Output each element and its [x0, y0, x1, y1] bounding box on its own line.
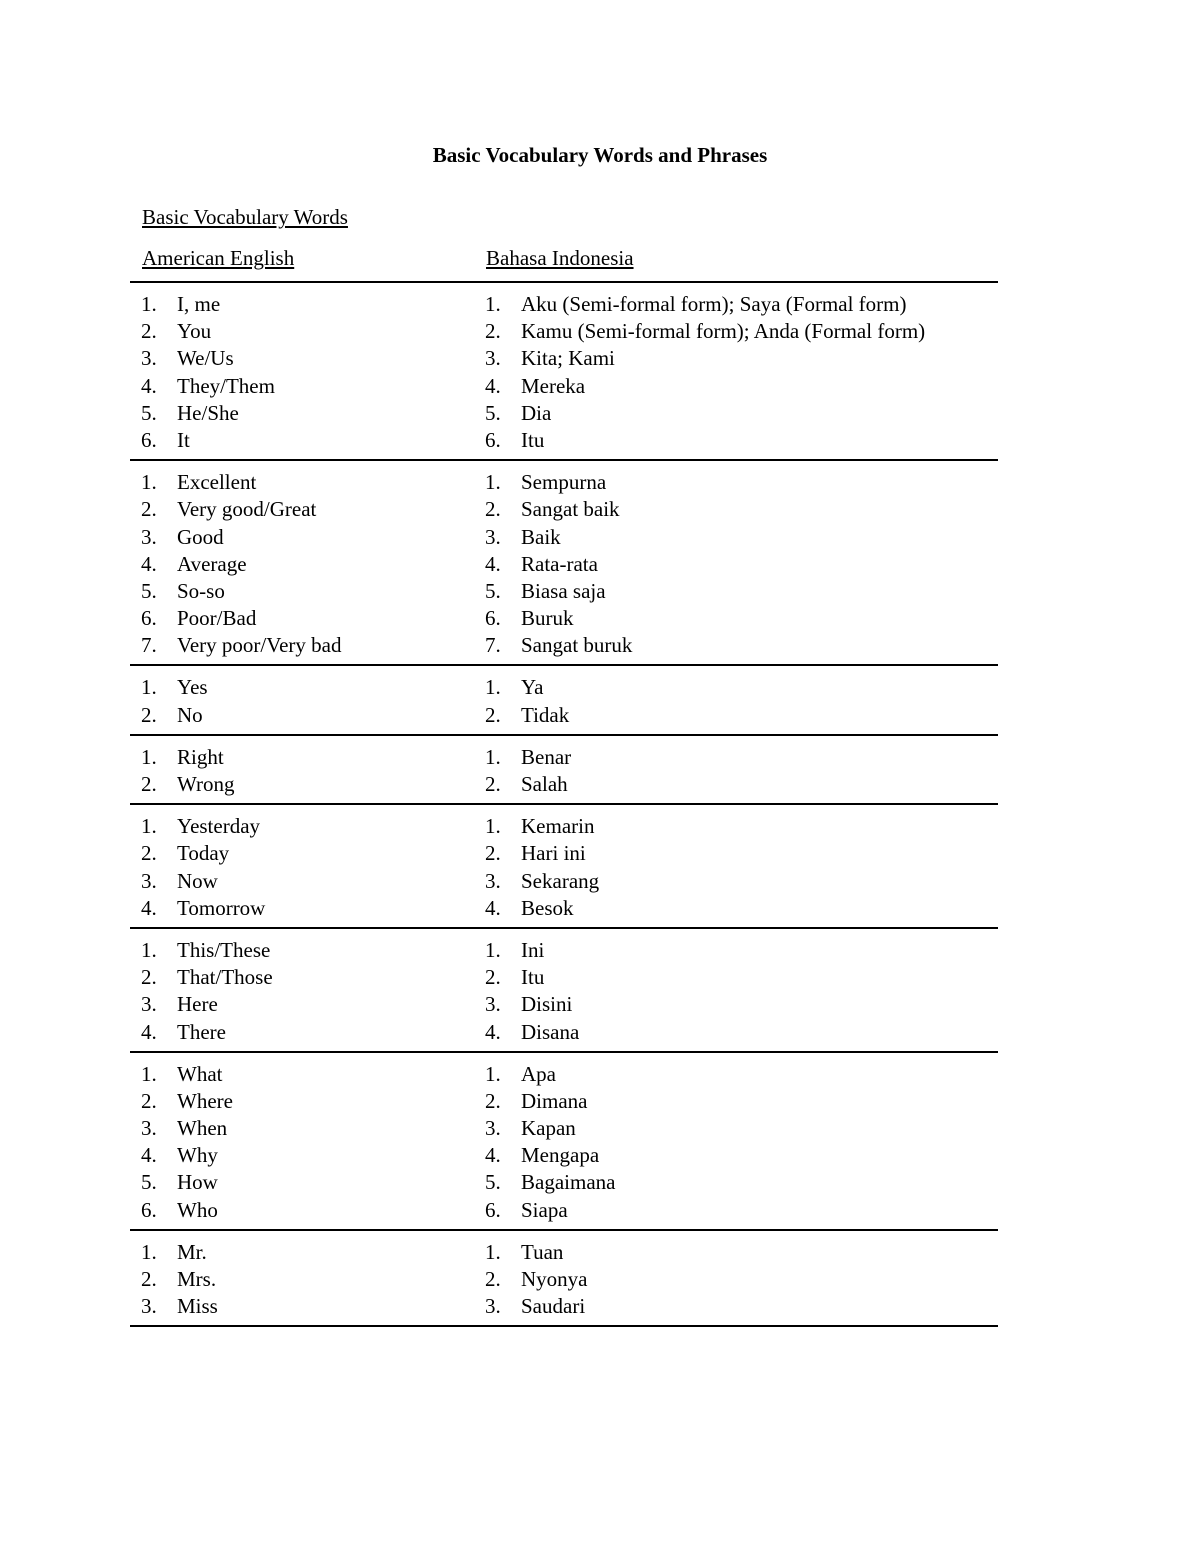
list-item: [130, 318, 474, 345]
item-number: 1.: [485, 675, 501, 700]
english-word: I, me: [177, 292, 221, 316]
item-number: 3.: [141, 868, 157, 893]
item-number: 1.: [485, 937, 501, 962]
english-word: Very good/Great: [177, 497, 317, 522]
english-word: Here: [177, 992, 218, 1017]
english-word-list: [130, 744, 474, 798]
list-item: [474, 1239, 998, 1266]
item-number: 1.: [141, 1239, 157, 1264]
item-number: 5.: [485, 1170, 501, 1195]
english-word: It: [177, 427, 190, 452]
item-number: 3.: [141, 1116, 157, 1141]
item-number: 4.: [141, 551, 157, 576]
list-item: [474, 674, 998, 701]
item-number: 1.: [485, 1061, 501, 1086]
item-number: 3.: [141, 1294, 157, 1319]
vocabulary-table: [130, 281, 998, 1327]
vocabulary-group: [130, 805, 998, 929]
list-item: [130, 496, 474, 523]
list-item: [130, 1088, 474, 1115]
list-item: [474, 1088, 998, 1115]
list-item: [130, 605, 474, 632]
item-number: 2.: [485, 702, 501, 727]
item-number: 1.: [485, 744, 501, 769]
indonesian-word: Kapan: [521, 1116, 576, 1141]
list-item: [474, 524, 998, 551]
english-word: So-so: [177, 578, 225, 603]
indonesian-word: Disini: [521, 992, 573, 1017]
item-number: 2.: [141, 702, 157, 727]
item-number: 6.: [485, 427, 501, 452]
english-word: You: [177, 319, 212, 344]
list-item: [130, 991, 474, 1018]
indonesian-word: Baik: [521, 524, 561, 549]
indonesian-word-list: [474, 291, 998, 454]
indonesian-word: Bagaimana: [521, 1170, 616, 1195]
english-word: We/Us: [177, 346, 234, 371]
indonesian-word: Mereka: [521, 373, 586, 398]
list-item: [130, 524, 474, 551]
item-number: 2.: [485, 841, 501, 866]
item-number: 4.: [485, 895, 501, 920]
indonesian-word: Siapa: [521, 1197, 568, 1222]
item-number: 2.: [141, 1267, 157, 1291]
english-word: Excellent: [177, 470, 257, 495]
item-number: 2.: [485, 772, 501, 796]
english-word: Where: [177, 1088, 233, 1113]
item-number: 1.: [141, 744, 157, 769]
list-item: [474, 345, 998, 372]
indonesian-word-list: [474, 937, 998, 1046]
english-word-list: [130, 469, 474, 659]
english-word: Average: [177, 551, 247, 576]
list-item: [474, 632, 998, 659]
english-word: He/She: [177, 400, 239, 425]
english-word: Good: [177, 524, 224, 549]
item-number: 2.: [485, 965, 501, 990]
list-item: [474, 469, 998, 496]
item-number: 6.: [485, 606, 501, 631]
item-number: 1.: [141, 937, 157, 962]
list-item: [474, 1061, 998, 1088]
item-number: 4.: [485, 551, 501, 576]
english-word: Poor/Bad: [177, 606, 257, 631]
english-word-list: [130, 813, 474, 922]
indonesian-word: Sangat buruk: [521, 633, 633, 658]
item-number: 4.: [485, 1019, 501, 1044]
english-word: This/These: [177, 937, 271, 962]
indonesian-word: Kita; Kami: [521, 346, 615, 371]
item-number: 2.: [485, 319, 501, 344]
item-number: 2.: [141, 319, 157, 344]
list-item: [474, 291, 998, 318]
indonesian-word: Kemarin: [521, 814, 595, 839]
list-item: [474, 1019, 998, 1046]
vocabulary-group: [130, 736, 998, 805]
item-number: 3.: [485, 1116, 501, 1141]
list-item: [130, 469, 474, 496]
list-item: [474, 813, 998, 840]
indonesian-word: Itu: [521, 965, 545, 990]
list-item: [474, 744, 998, 771]
english-word: That/Those: [177, 965, 273, 990]
list-item: [474, 964, 998, 991]
list-item: [474, 895, 998, 922]
item-number: 3.: [141, 524, 157, 549]
list-item: [474, 937, 998, 964]
indonesian-word: Sempurna: [521, 470, 607, 495]
indonesian-word: Sekarang: [521, 868, 600, 893]
english-word: Wrong: [177, 772, 235, 796]
indonesian-word: Saudari: [521, 1294, 586, 1319]
indonesian-word-list: [474, 744, 998, 798]
section-heading: Basic Vocabulary Words: [142, 205, 348, 229]
english-word: Why: [177, 1143, 218, 1168]
list-item: [130, 632, 474, 659]
list-item: [130, 702, 474, 729]
list-item: [474, 868, 998, 895]
list-item: [474, 1293, 998, 1320]
indonesian-word: Salah: [521, 772, 568, 796]
item-number: 2.: [485, 1088, 501, 1113]
list-item: [130, 937, 474, 964]
item-number: 1.: [485, 292, 501, 316]
indonesian-word: Kamu (Semi-formal form); Anda (Formal form): [521, 319, 926, 344]
english-word: Who: [177, 1197, 218, 1222]
english-word: Right: [177, 744, 224, 769]
item-number: 1.: [485, 470, 501, 495]
indonesian-word: Ini: [521, 937, 545, 962]
indonesian-word-list: [474, 1061, 998, 1224]
item-number: 5.: [485, 578, 501, 603]
item-number: 6.: [141, 606, 157, 631]
english-word: When: [177, 1116, 228, 1141]
indonesian-word: Ya: [521, 675, 544, 700]
indonesian-word: Hari ini: [521, 841, 586, 866]
indonesian-word: Disana: [521, 1019, 580, 1044]
item-number: 3.: [141, 992, 157, 1017]
indonesian-word: Dimana: [521, 1088, 588, 1113]
english-word: They/Them: [177, 373, 275, 398]
indonesian-word: Sangat baik: [521, 497, 620, 522]
english-word: Miss: [177, 1294, 218, 1319]
list-item: [130, 578, 474, 605]
item-number: 3.: [485, 992, 501, 1017]
indonesian-word: Apa: [521, 1061, 556, 1086]
item-number: 4.: [141, 1143, 157, 1168]
item-number: 6.: [485, 1197, 501, 1222]
list-item: [474, 702, 998, 729]
indonesian-word: Buruk: [521, 606, 574, 631]
indonesian-word: Aku (Semi-formal form); Saya (Formal form): [521, 292, 907, 316]
list-item: [130, 868, 474, 895]
item-number: 1.: [141, 470, 157, 495]
english-word-list: [130, 674, 474, 728]
indonesian-word: Tidak: [521, 702, 570, 727]
english-word: Mrs.: [177, 1267, 217, 1291]
list-item: [474, 400, 998, 427]
column-header-indonesian: Bahasa Indonesia: [486, 246, 634, 270]
list-item: [130, 291, 474, 318]
indonesian-word: Dia: [521, 400, 552, 425]
item-number: 2.: [485, 497, 501, 522]
list-item: [130, 400, 474, 427]
indonesian-word: Biasa saja: [521, 578, 606, 603]
list-item: [474, 551, 998, 578]
list-item: [130, 551, 474, 578]
list-item: [130, 1169, 474, 1196]
list-item: [474, 427, 998, 454]
english-word: What: [177, 1061, 223, 1086]
item-number: 6.: [141, 427, 157, 452]
list-item: [474, 318, 998, 345]
item-number: 4.: [141, 1019, 157, 1044]
item-number: 1.: [141, 675, 157, 700]
list-item: [474, 991, 998, 1018]
list-item: [130, 373, 474, 400]
list-item: [130, 1197, 474, 1224]
list-item: [130, 840, 474, 867]
english-word-list: [130, 1061, 474, 1224]
list-item: [130, 1142, 474, 1169]
english-word-list: [130, 937, 474, 1046]
list-item: [474, 771, 998, 798]
item-number: 4.: [141, 895, 157, 920]
vocabulary-group: [130, 1053, 998, 1231]
list-item: [474, 605, 998, 632]
english-word: Now: [177, 868, 218, 893]
indonesian-word-list: [474, 813, 998, 922]
indonesian-word: Rata-rata: [521, 551, 598, 576]
indonesian-word-list: [474, 1239, 998, 1321]
vocabulary-group: [130, 461, 998, 666]
list-item: [130, 345, 474, 372]
item-number: 7.: [485, 633, 501, 658]
item-number: 4.: [485, 373, 501, 398]
vocabulary-group: [130, 283, 998, 461]
list-item: [130, 1061, 474, 1088]
english-word: Yesterday: [177, 814, 261, 839]
vocabulary-group: [130, 666, 998, 735]
item-number: 2.: [141, 772, 157, 796]
list-item: [130, 1239, 474, 1266]
item-number: 2.: [141, 1088, 157, 1113]
list-item: [474, 1197, 998, 1224]
list-item: [130, 1266, 474, 1293]
column-header-english: American English: [142, 246, 295, 270]
item-number: 3.: [485, 524, 501, 549]
indonesian-word-list: [474, 674, 998, 728]
list-item: [474, 496, 998, 523]
item-number: 6.: [141, 1197, 157, 1222]
list-item: [474, 1169, 998, 1196]
english-word: How: [177, 1170, 218, 1195]
english-word-list: [130, 1239, 474, 1321]
list-item: [130, 1019, 474, 1046]
indonesian-word: Benar: [521, 744, 572, 769]
list-item: [474, 1142, 998, 1169]
item-number: 2.: [485, 1267, 501, 1291]
list-item: [474, 840, 998, 867]
item-number: 3.: [485, 346, 501, 371]
english-word: No: [177, 702, 203, 727]
list-item: [130, 427, 474, 454]
english-word: Yes: [177, 675, 208, 700]
list-item: [130, 744, 474, 771]
item-number: 3.: [485, 868, 501, 893]
indonesian-word: Tuan: [521, 1239, 564, 1264]
list-item: [130, 1293, 474, 1320]
list-item: [474, 1115, 998, 1142]
vocabulary-group: [130, 1231, 998, 1328]
list-item: [130, 964, 474, 991]
item-number: 3.: [485, 1294, 501, 1319]
vocabulary-group: [130, 929, 998, 1053]
document-title: Basic Vocabulary Words and Phrases: [432, 143, 768, 167]
english-word: Tomorrow: [177, 895, 266, 920]
indonesian-word-list: [474, 469, 998, 659]
item-number: 1.: [485, 814, 501, 839]
list-item: [130, 674, 474, 701]
item-number: 1.: [485, 1239, 501, 1264]
list-item: [474, 373, 998, 400]
item-number: 7.: [141, 633, 157, 658]
item-number: 1.: [141, 814, 157, 839]
list-item: [474, 1266, 998, 1293]
list-item: [474, 578, 998, 605]
english-word: There: [177, 1019, 226, 1044]
list-item: [130, 1115, 474, 1142]
item-number: 5.: [141, 400, 157, 425]
item-number: 1.: [141, 292, 157, 316]
item-number: 2.: [141, 965, 157, 990]
item-number: 2.: [141, 841, 157, 866]
item-number: 5.: [141, 1170, 157, 1195]
item-number: 2.: [141, 497, 157, 522]
english-word: Mr.: [177, 1239, 207, 1264]
indonesian-word: Nyonya: [521, 1267, 588, 1291]
list-item: [130, 813, 474, 840]
english-word: Very poor/Very bad: [177, 633, 342, 658]
indonesian-word: Itu: [521, 427, 545, 452]
item-number: 4.: [485, 1143, 501, 1168]
list-item: [130, 771, 474, 798]
indonesian-word: Besok: [521, 895, 574, 920]
english-word-list: [130, 291, 474, 454]
english-word: Today: [177, 841, 230, 866]
item-number: 5.: [485, 400, 501, 425]
list-item: [130, 895, 474, 922]
item-number: 1.: [141, 1061, 157, 1086]
item-number: 4.: [141, 373, 157, 398]
indonesian-word: Mengapa: [521, 1143, 600, 1168]
item-number: 5.: [141, 578, 157, 603]
item-number: 3.: [141, 346, 157, 371]
